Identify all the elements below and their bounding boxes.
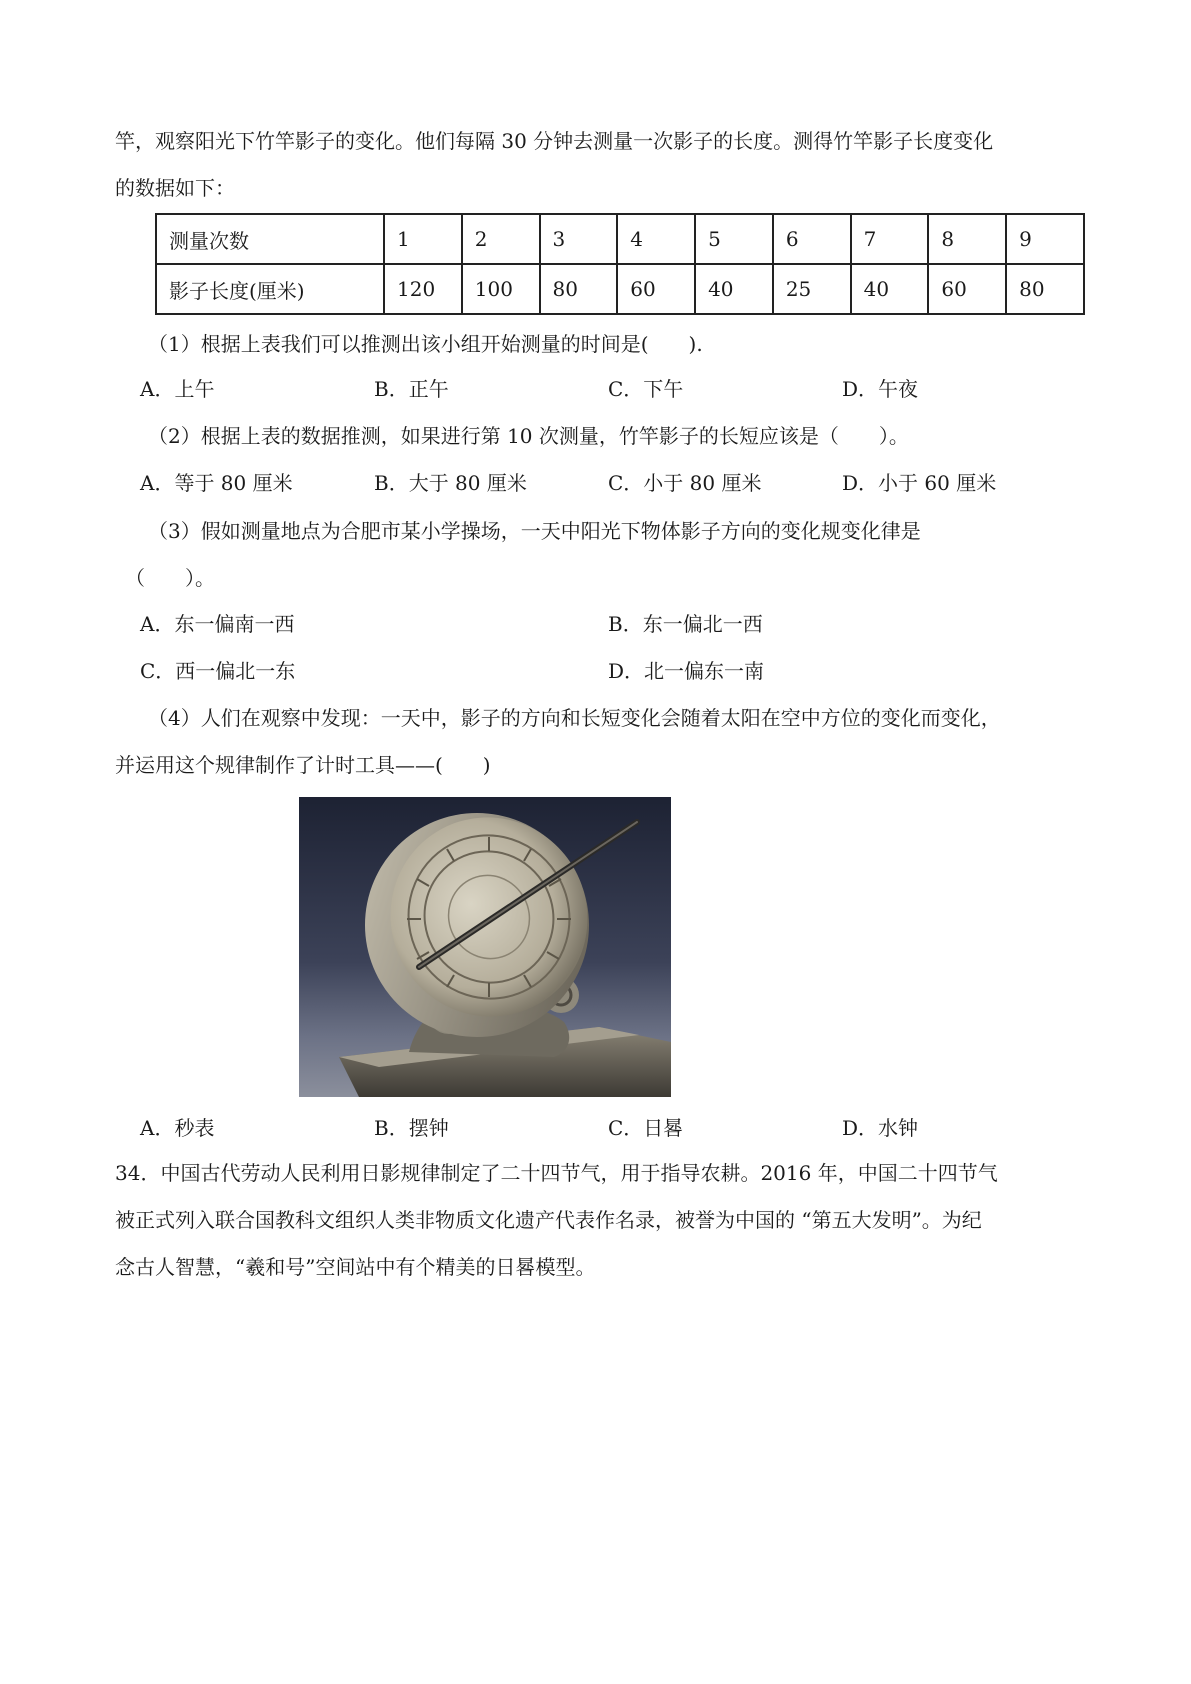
- q4-option-d: D．水钟: [842, 1116, 919, 1140]
- table-cell: 100: [462, 264, 540, 314]
- table-cell: 5: [695, 214, 773, 264]
- row-header-length: 影子长度(厘米): [156, 264, 384, 314]
- q3-stem-continued: （ ）。: [125, 566, 215, 590]
- q2-stem: （2）根据上表的数据推测，如果进行第 10 次测量，竹竿影子的长短应该是（ ）。: [148, 424, 909, 448]
- q3-stem: （3）假如测量地点为合肥市某小学操场，一天中阳光下物体影子方向的变化规变化律是: [148, 519, 921, 543]
- q34-line-2: 被正式列入联合国教科文组织人类非物质文化遗产代表作名录，被誉为中国的 “第五大发明”。为纪: [115, 1208, 982, 1232]
- q2-option-a: A．等于 80 厘米: [140, 471, 293, 495]
- q1-stem: （1）根据上表我们可以推测出该小组开始测量的时间是( ).: [148, 332, 703, 356]
- q4-stem: （4）人们在观察中发现：一天中，影子的方向和长短变化会随着太阳在空中方位的变化而变化，: [148, 706, 1001, 730]
- q34-line-3: 念古人智慧，“羲和号”空间站中有个精美的日晷模型。: [115, 1255, 596, 1279]
- q4-option-c: C．日晷: [608, 1116, 684, 1140]
- q1-option-d: D．午夜: [842, 377, 919, 401]
- sundial-photo: [299, 797, 671, 1097]
- table-cell: 2: [462, 214, 540, 264]
- table-cell: 6: [773, 214, 851, 264]
- table-cell: 60: [617, 264, 695, 314]
- intro-line-1: 竿，观察阳光下竹竿影子的变化。他们每隔 30 分钟去测量一次影子的长度。测得竹竿影子长度变化: [115, 129, 994, 153]
- table-row: [156, 214, 1084, 264]
- q4-option-b: B．摆钟: [374, 1116, 449, 1140]
- q3-option-a: A．东一偏南一西: [140, 612, 295, 636]
- table-cell: 60: [928, 264, 1006, 314]
- q1-option-b: B．正午: [374, 377, 449, 401]
- table-row: [156, 264, 1084, 314]
- table-cell: 80: [1006, 264, 1084, 314]
- table-cell: 80: [540, 264, 618, 314]
- table-cell: 7: [851, 214, 929, 264]
- table-cell: 4: [617, 214, 695, 264]
- q3-option-c: C．西一偏北一东: [140, 659, 296, 683]
- q3-option-b: B．东一偏北一西: [608, 612, 763, 636]
- q1-option-a: A．上午: [140, 377, 215, 401]
- table-cell: 120: [384, 264, 462, 314]
- row-header-count: 测量次数: [156, 214, 384, 264]
- intro-line-2: 的数据如下：: [115, 176, 235, 200]
- q1-option-c: C．下午: [608, 377, 684, 401]
- table-cell: 3: [540, 214, 618, 264]
- shadow-length-table: [155, 213, 1085, 315]
- table-cell: 8: [928, 214, 1006, 264]
- table-cell: 25: [773, 264, 851, 314]
- table-cell: 1: [384, 214, 462, 264]
- q4-option-a: A．秒表: [140, 1116, 215, 1140]
- table-cell: 40: [851, 264, 929, 314]
- table-cell: 9: [1006, 214, 1084, 264]
- table-cell: 40: [695, 264, 773, 314]
- q3-option-d: D．北一偏东一南: [608, 659, 765, 683]
- q2-option-b: B．大于 80 厘米: [374, 471, 527, 495]
- q2-option-c: C．小于 80 厘米: [608, 471, 762, 495]
- q2-option-d: D．小于 60 厘米: [842, 471, 997, 495]
- q34-line-1: 34．中国古代劳动人民利用日影规律制定了二十四节气，用于指导农耕。2016 年，中国二十四节气: [115, 1161, 998, 1185]
- q4-stem-continued: 并运用这个规律制作了计时工具——( ): [115, 753, 491, 777]
